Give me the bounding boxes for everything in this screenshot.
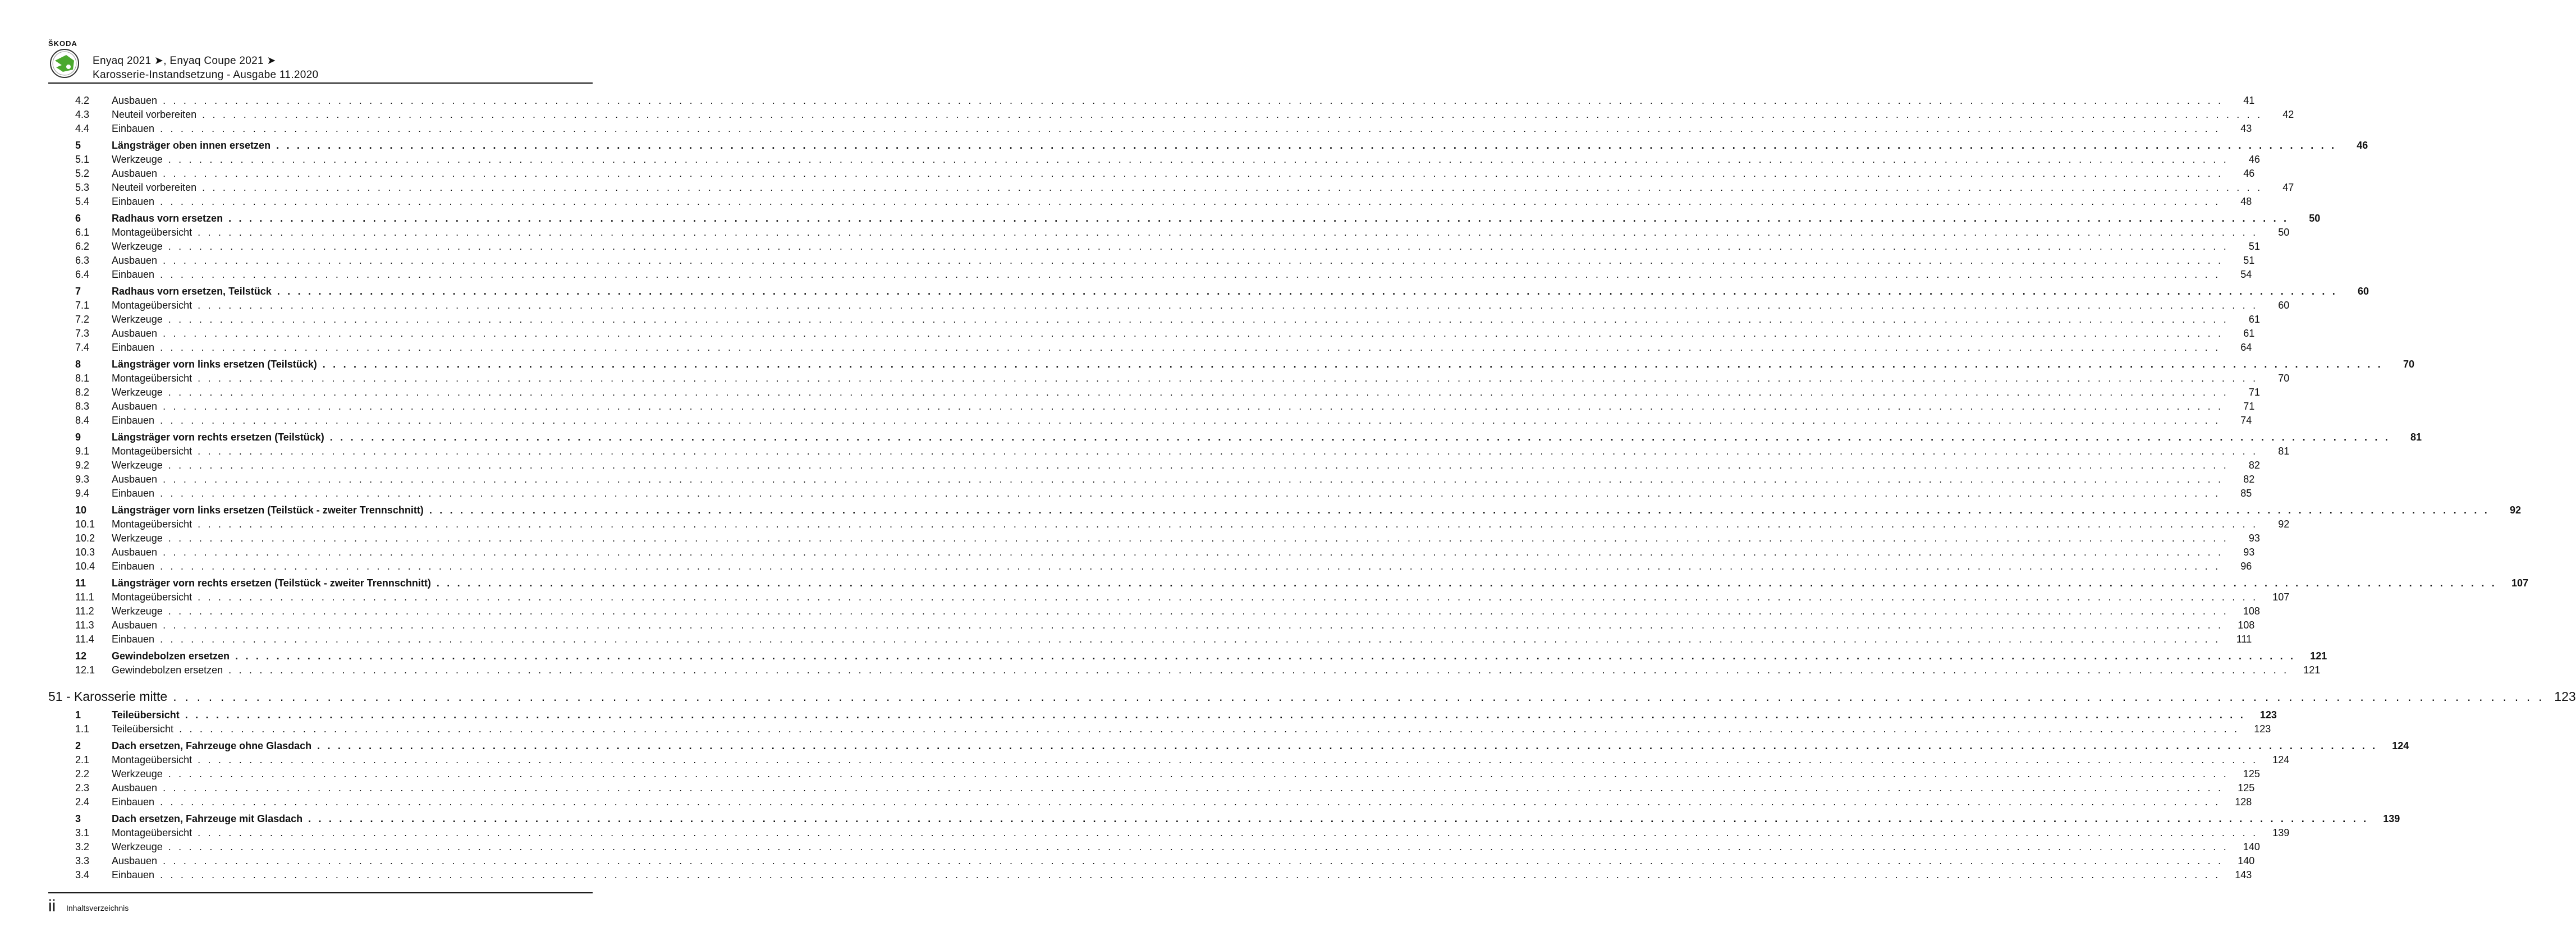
toc-entry[interactable] bbox=[48, 195, 2252, 209]
toc-entry-page: 46 bbox=[2357, 140, 2368, 151]
toc-entry-page: 121 bbox=[2303, 664, 2321, 676]
toc-entry-title: Montageübersicht bbox=[112, 591, 192, 603]
toc-entry-page: 124 bbox=[2272, 754, 2290, 765]
toc-entry[interactable] bbox=[48, 604, 2260, 618]
toc-entry-title: Montageübersicht bbox=[112, 373, 192, 384]
toc-entry-page: 128 bbox=[2235, 796, 2252, 808]
toc-leader-dots: . . . . . . . . . . . . . . . . . . . . . . . . . . . . . . . . . . . . . . . . . . . . . . . . . . . . . . . . . . . . . . . . . . . . . . . . . . . . . . . . . . . . . . . . . . . . . . . . . . . . . . . . . . . . . . . . . . . . . . . . . . . . . . . . . . . . . . . . . . . . . . . . . . . . . . . . . . . . . . . . . . . . . . . . . . . . . . . . . . . . . . . . . . . . . . . . . . . . . . . . bbox=[168, 605, 2229, 617]
toc-entry-number: 4.3 bbox=[75, 109, 90, 120]
toc-entry[interactable] bbox=[48, 840, 2260, 854]
toc-entry-page: 46 bbox=[2248, 154, 2260, 165]
toc-entry-title: Einbauen bbox=[112, 796, 155, 808]
toc-entry-title: Neuteil vorbereiten bbox=[112, 109, 197, 120]
toc-entry-number: 10.1 bbox=[75, 519, 95, 530]
toc-entry-number: 1 bbox=[75, 709, 81, 721]
toc-entry[interactable] bbox=[48, 122, 2252, 136]
toc-leader-dots: . . . . . . . . . . . . . . . . . . . . . . . . . . . . . . . . . . . . . . . . . . . . . . . . . . . . . . . . . . . . . . . . . . . . . . . . . . . . . . . . . . . . . . . . . . . . . . . . . . . . . . . . . . . . . . . . . . . . . . . . . . . . . . . . . . . . . . . . . . . . . . . . . . . . . . . . . . . . . . . . . . . . . . . . . . . . . . . . . . . . . . . . . . . . . . . . . . . . . . . . bbox=[198, 300, 2258, 311]
toc-entry[interactable] bbox=[48, 414, 2252, 428]
manual-title: Karosserie-Instandsetzung - Ausgabe 11.2020 bbox=[93, 69, 319, 81]
toc-part-entry[interactable] bbox=[48, 687, 2576, 705]
toc-leader-dots: . . . . . . . . . . . . . . . . . . . . . . . . . . . . . . . . . . . . . . . . . . . . . . . . . . . . . . . . . . . . . . . . . . . . . . . . . . . . . . . . . . . . . . . . . . . . . . . . . . . . . . . . . . . . . . . . . . . . . . . . . . . . . . . . . . . . . . . . . . . . . . . . . . . . . . . . . . . . . . . . . . . . . . . . . . . . . . . . . . . . . . . . . . . . . . . . . . . . . . . . bbox=[168, 314, 2229, 325]
toc-entry-number: 10.4 bbox=[75, 561, 95, 572]
toc-entry-page: 50 bbox=[2309, 213, 2321, 224]
toc-entry-page: 93 bbox=[2243, 547, 2255, 558]
toc-entry-number: 9.1 bbox=[75, 446, 90, 457]
toc-leader-dots: . . . . . . . . . . . . . . . . . . . . . . . . . . . . . . . . . . . . . . . . . . . . . . . . . . . . . . . . . . . . . . . . . . . . . . . . . . . . . . . . . . . . . . . . . . . . . . . . . . . . . . . . . . . . . . . . . . . . . . . . . . . . . . . . . . . . . . . . . . . . . . . . . . . . . . . . . . . . . . . . . . . . . . . . . . . . . . . . . . . . . . . . . . . . . . . . . . . . . . . . bbox=[160, 488, 2221, 499]
toc-leader-dots: . . . . . . . . . . . . . . . . . . . . . . . . . . . . . . . . . . . . . . . . . . . . . . . . . . . . . . . . . . . . . . . . . . . . . . . . . . . . . . . . . . . . . . . . . . . . . . . . . . . . . . . . . . . . . . . . . . . . . . . . . . . . . . . . . . . . . . . . . . . . . . . . . . . . . . . . . . . . . . . . . . . . . . . . . . . . . . . . . . . . . . . . . . . . . . . . . . . . . . . . bbox=[160, 196, 2221, 207]
toc-entry-title: Ausbauen bbox=[112, 95, 158, 106]
toc-leader-dots: . . . . . . . . . . . . . . . . . . . . . . . . . . . . . . . . . . . . . . . . . . . . . . . . . . . . . . . . . . . . . . . . . . . . . . . . . . . . . . . . . . . . . . . . . . . . . . . . . . . . . . . . . . . . . . . . . . . . . . . . . . . . . . . . . . . . . . . . . . . . . . . . . . . . . . . . . . . . . . . . . . . . . . . . . . . . . . . . . . . . . . . . . . . . . . . . . . . . . . . . bbox=[329, 432, 2390, 443]
toc-entry-page: 60 bbox=[2278, 300, 2290, 311]
toc-entry-title: Neuteil vorbereiten bbox=[112, 182, 197, 193]
toc-leader-dots: . . . . . . . . . . . . . . . . . . . . . . . . . . . . . . . . . . . . . . . . . . . . . . . . . . . . . . . . . . . . . . . . . . . . . . . . . . . . . . . . . . . . . . . . . . . . . . . . . . . . . . . . . . . . . . . . . . . . . . . . . . . . . . . . . . . . . . . . . . . . . . . . . . . . . . . . . . . . . . . . . . . . . . . . . . . . . . . . . . . . . . . . . . . . . . . . . . . . . . . . bbox=[168, 533, 2229, 544]
toc-entry-page: 123 bbox=[2259, 709, 2277, 721]
toc-chapter-entry[interactable] bbox=[48, 739, 2409, 753]
toc-entry-title: Dach ersetzen, Fahrzeuge mit Glasdach bbox=[112, 813, 303, 824]
toc-entry-title: Gewindebolzen ersetzen bbox=[112, 664, 223, 676]
toc-entry-page: 143 bbox=[2235, 869, 2252, 880]
toc-entry-number: 6 bbox=[75, 213, 81, 224]
toc-entry-number: 1.1 bbox=[75, 723, 90, 735]
toc-leader-dots: . . . . . . . . . . . . . . . . . . . . . . . . . . . . . . . . . . . . . . . . . . . . . . . . . . . . . . . . . . . . . . . . . . . . . . . . . . . . . . . . . . . . . . . . . . . . . . . . . . . . . . . . . . . . . . . . . . . . . . . . . . . . . . . . . . . . . . . . . . . . . . . . . . . . . . . . . . . . . . . . . . . . . . . . . . . . . . . . . . . . . . . . . . . . . . . . . . . . . . . . bbox=[160, 415, 2221, 426]
toc-entry-title: Ausbauen bbox=[112, 474, 158, 485]
toc-leader-dots: . . . . . . . . . . . . . . . . . . . . . . . . . . . . . . . . . . . . . . . . . . . . . . . . . . . . . . . . . . . . . . . . . . . . . . . . . . . . . . . . . . . . . . . . . . . . . . . . . . . . . . . . . . . . . . . . . . . . . . . . . . . . . . . . . . . . . . . . . . . . . . . . . . . . . . . . . . . . . . . . . . . . . . . . . . . . . . . . . . . . . . . . . . . . . . . . . . . . . . . . bbox=[163, 620, 2224, 631]
toc-entry-title: Einbauen bbox=[112, 561, 155, 572]
toc-entry-number: 7.1 bbox=[75, 300, 90, 311]
toc-entry-title: Ausbauen bbox=[112, 547, 158, 558]
footer-divider bbox=[48, 892, 593, 893]
toc-entry-page: 42 bbox=[2282, 109, 2294, 120]
toc-entry-number: 6.4 bbox=[75, 269, 90, 280]
toc-entry-title: Einbauen bbox=[112, 196, 155, 207]
toc-entry-title: 51 - Karosserie mitte bbox=[48, 689, 168, 704]
toc-entry-number: 9 bbox=[75, 432, 81, 443]
toc-entry-page: 82 bbox=[2248, 460, 2260, 471]
toc-chapter-entry[interactable] bbox=[48, 812, 2400, 826]
toc-entry[interactable] bbox=[48, 767, 2260, 781]
toc-leader-dots: . . . . . . . . . . . . . . . . . . . . . . . . . . . . . . . . . . . . . . . . . . . . . . . . . . . . . . . . . . . . . . . . . . . . . . . . . . . . . . . . . . . . . . . . . . . . . . . . . . . . . . . . . . . . . . . . . . . . . . . . . . . . . . . . . . . . . . . . . . . . . . . . . . . . . . . . . . . . . . . . . . . . . . . . . . . . . . . . . . . . . . . . . . . . . . . . . . . . . . . . bbox=[163, 95, 2224, 106]
toc-entry-page: 81 bbox=[2410, 432, 2422, 443]
toc-leader-dots: . . . . . . . . . . . . . . . . . . . . . . . . . . . . . . . . . . . . . . . . . . . . . . . . . . . . . . . . . . . . . . . . . . . . . . . . . . . . . . . . . . . . . . . . . . . . . . . . . . . . . . . . . . . . . . . . . . . . . . . . . . . . . . . . . . . . . . . . . . . . . . . . . . . . . . . . . . . . . . . . . . . . . . . . . . . . . . . . . . . . . . . . . . . . . . . . . . . . . . . . bbox=[168, 387, 2229, 398]
toc-chapter-entry[interactable] bbox=[48, 430, 2422, 444]
toc-entry-title: Längsträger oben innen ersetzen bbox=[112, 140, 271, 151]
toc-entry-page: 96 bbox=[2240, 561, 2252, 572]
toc-entry-title: Werkzeuge bbox=[112, 241, 163, 252]
toc-entry-number: 7.2 bbox=[75, 314, 90, 325]
toc-entry-page: 139 bbox=[2272, 827, 2290, 838]
toc-leader-dots: . . . . . . . . . . . . . . . . . . . . . . . . . . . . . . . . . . . . . . . . . . . . . . . . . . . . . . . . . . . . . . . . . . . . . . . . . . . . . . . . . . . . . . . . . . . . . . . . . . . . . . . . . . . . . . . . . . . . . . . . . . . . . . . . . . . . . . . . . . . . . . . . . . . . . . . . . . . . . . . . . . . . . . . . . . . . . . . . . . . . . . . . . . . . . . . . . . . . . . . . bbox=[228, 213, 2289, 224]
toc-leader-dots: . . . . . . . . . . . . . . . . . . . . . . . . . . . . . . . . . . . . . . . . . . . . . . . . . . . . . . . . . . . . . . . . . . . . . . . . . . . . . . . . . . . . . . . . . . . . . . . . . . . . . . . . . . . . . . . . . . . . . . . . . . . . . . . . . . . . . . . . . . . . . . . . . . . . . . . . . . . . . . . . . . . . . . . . . . . . . . . . . . . . . . . . . . . . . . . . . . . . . . . . bbox=[228, 664, 2289, 676]
toc-entry[interactable] bbox=[48, 240, 2260, 254]
toc-entry[interactable] bbox=[48, 559, 2252, 574]
toc-entry[interactable] bbox=[48, 226, 2290, 240]
toc-entry-page: 61 bbox=[2248, 314, 2260, 325]
toc-entry-page: 70 bbox=[2278, 373, 2290, 384]
toc-leader-dots: . . . . . . . . . . . . . . . . . . . . . . . . . . . . . . . . . . . . . . . . . . . . . . . . . . . . . . . . . . . . . . . . . . . . . . . . . . . . . . . . . . . . . . . . . . . . . . . . . . . . . . . . . . . . . . . . . . . . . . . . . . . . . . . . . . . . . . . . . . . . . . . . . . . . . . . . . . . . . . . . . . . . . . . . . . . . . . . . . . . . . . . . . . . . . . . . . . . . . . . . bbox=[163, 401, 2224, 412]
toc-entry-page: 50 bbox=[2278, 227, 2290, 238]
toc-entry-number: 8 bbox=[75, 359, 81, 370]
toc-entry-number: 2.3 bbox=[75, 782, 90, 793]
toc-entry-title: Einbauen bbox=[112, 869, 155, 880]
toc-entry[interactable] bbox=[48, 268, 2252, 282]
skoda-brand-text: ŠKODA bbox=[48, 39, 77, 48]
toc-entry-page: 82 bbox=[2243, 474, 2255, 485]
toc-entry[interactable] bbox=[48, 868, 2252, 882]
toc-entry-page: 47 bbox=[2282, 182, 2294, 193]
toc-entry-number: 3 bbox=[75, 813, 81, 824]
toc-entry-title: Montageübersicht bbox=[112, 227, 192, 238]
toc-leader-dots: . . . . . . . . . . . . . . . . . . . . . . . . . . . . . . . . . . . . . . . . . . . . . . . . . . . . . . . . . . . . . . . . . . . . . . . . . . . . . . . . . . . . . . . . . . . . . . . . . . . . . . . . . . . . . . . . . . . . . . . . . . . . . . . . . . . . . . . . . . . . . . . . . . . . . . . . . . . . . . . . . . . . . . . . . . . . . . . . . . . . . . . . . . . . . . . . . . . . . . . . bbox=[198, 227, 2258, 238]
toc-entry-number: 3.4 bbox=[75, 869, 90, 880]
toc-entry-number: 8.1 bbox=[75, 373, 90, 384]
toc-entry-title: Einbauen bbox=[112, 123, 155, 134]
toc-entry-title: Ausbauen bbox=[112, 168, 158, 179]
toc-entry-number: 11.2 bbox=[75, 605, 94, 617]
toc-entry-title: Werkzeuge bbox=[112, 387, 163, 398]
toc-entry-number: 9.4 bbox=[75, 488, 90, 499]
toc-leader-dots: . . . . . . . . . . . . . . . . . . . . . . . . . . . . . . . . . . . . . . . . . . . . . . . . . . . . . . . . . . . . . . . . . . . . . . . . . . . . . . . . . . . . . . . . . . . . . . . . . . . . . . . . . . . . . . . . . . . . . . . . . . . . . . . . . . . . . . . . . . . . . . . . . . . . . . . . . . . . . . . . . . . . . . . . . . . . . . . . . . . . . . . . . . . . . . . . . . . . . . . . bbox=[168, 768, 2229, 779]
toc-entry[interactable] bbox=[48, 795, 2252, 809]
toc-entry-number: 11.4 bbox=[75, 634, 94, 645]
toc-leader-dots: . . . . . . . . . . . . . . . . . . . . . . . . . . . . . . . . . . . . . . . . . . . . . . . . . . . . . . . . . . . . . . . . . . . . . . . . . . . . . . . . . . . . . . . . . . . . . . . . . . . . . . . . . . . . . . . . . . . . . . . . . . . . . . . . . . . . . . . . . . . . . . . . . . . . . . . . . . . . . . . . . . . . . . . . . . . . . . . . . . . . . . . . . . . . . . . . . . . . . . . . bbox=[160, 796, 2221, 808]
toc-entry-page: 74 bbox=[2240, 415, 2252, 426]
toc-entry-number: 3.1 bbox=[75, 827, 90, 838]
toc-leader-dots: . . . . . . . . . . . . . . . . . . . . . . . . . . . . . . . . . . . . . . . . . . . . . . . . . . . . . . . . . . . . . . . . . . . . . . . . . . . . . . . . . . . . . . . . . . . . . . . . . . . . . . . . . . . . . . . . . . . . . . . . . . . . . . . . . . . . . . . . . . . . . . . . . . . . . . . . . . . . . . . . . . . . . . . . . . . . . . . . . . . . . . . . . . . . . . . . . . . . . . . . bbox=[308, 813, 2369, 824]
toc-entry-title: Einbauen bbox=[112, 488, 155, 499]
toc-entry-title: Montageübersicht bbox=[112, 827, 192, 838]
toc-entry[interactable] bbox=[48, 663, 2321, 677]
toc-entry-number: 12 bbox=[75, 650, 87, 662]
toc-leader-dots: . . . . . . . . . . . . . . . . . . . . . . . . . . . . . . . . . . . . . . . . . . . . . . . . . . . . . . . . . . . . . . . . . . . . . . . . . . . . . . . . . . . . . . . . . . . . . . . . . . . . . . . . . . . . . . . . . . . . . . . . . . . . . . . . . . . . . . . . . . . . . . . . . . . . . . . . . . . . . . . . . . . . . . . . . . . . . . . . . . . . . . . . . . . . . . . . . . . . . . . . bbox=[277, 286, 2337, 297]
toc-entry-page: 54 bbox=[2240, 269, 2252, 280]
toc-entry-title: Werkzeuge bbox=[112, 533, 163, 544]
toc-entry[interactable] bbox=[48, 722, 2271, 736]
toc-chapter-entry[interactable] bbox=[48, 576, 2529, 590]
toc-entry-number: 5.4 bbox=[75, 196, 90, 207]
toc-entry-title: Längsträger vorn rechts ersetzen (Teilstück) bbox=[112, 432, 324, 443]
toc-entry-number: 10.3 bbox=[75, 547, 95, 558]
toc-entry-page: 51 bbox=[2243, 255, 2255, 266]
toc-entry-title: Ausbauen bbox=[112, 328, 158, 339]
toc-entry-title: Einbauen bbox=[112, 415, 155, 426]
table-of-contents bbox=[48, 94, 2576, 882]
toc-entry-page: 70 bbox=[2403, 359, 2414, 370]
toc-entry-title: Teileübersicht bbox=[112, 709, 180, 721]
toc-entry[interactable] bbox=[48, 386, 2260, 400]
toc-entry-number: 4.2 bbox=[75, 95, 90, 106]
toc-leader-dots: . . . . . . . . . . . . . . . . . . . . . . . . . . . . . . . . . . . . . . . . . . . . . . . . . . . . . . . . . . . . . . . . . . . . . . . . . . . . . . . . . . . . . . . . . . . . . . . . . . . . . . . . . . . . . . . . . . . . . . . . . . . . . . . . . . . . . . . . . . . . . . . . . . . . . . . . . . . . . . . . . . . . . . . . . . . . . . . . . . . . . . . . . . . . . . . . . . . . . . . . bbox=[163, 547, 2224, 558]
toc-entry-page: 81 bbox=[2278, 446, 2290, 457]
toc-chapter-entry[interactable] bbox=[48, 649, 2327, 663]
toc-leader-dots: . . . . . . . . . . . . . . . . . . . . . . . . . . . . . . . . . . . . . . . . . . . . . . . . . . . . . . . . . . . . . . . . . . . . . . . . . . . . . . . . . . . . . . . . . . . . . . . . . . . . . . . . . . . . . . . . . . . . . . . . . . . . . . . . . . . . . . . . . . . . . . . . . . . . . . . . . . . . . . . . . . . . . . . . . . . . . . . . . . . . . . . . . . . . . . . . . . . . . . . . bbox=[168, 241, 2229, 252]
toc-leader-dots: . . . . . . . . . . . . . . . . . . . . . . . . . . . . . . . . . . . . . . . . . . . . . . . . . . . . . . . . . . . . . . . . . . . . . . . . . . . . . . . . . . . . . . . . . . . . . . . . . . . . . . . . . . . . . . . . . . . . . . . . . . . . . . . . . . . . . . . . . . . . . . . . . . . . . . . . . . . . . . . . . . . . . . . . . . . . . . . . . . . . . . . . . . . . . . . . . . . . . . . . bbox=[198, 446, 2258, 457]
footer-section-title: Inhaltsverzeichnis bbox=[66, 903, 129, 912]
toc-entry-number: 6.2 bbox=[75, 241, 90, 252]
toc-entry-page: 121 bbox=[2310, 650, 2327, 662]
toc-entry-number: 10.2 bbox=[75, 533, 95, 544]
toc-entry[interactable] bbox=[48, 341, 2252, 355]
toc-entry-number: 9.3 bbox=[75, 474, 90, 485]
toc-entry-number: 7 bbox=[75, 286, 81, 297]
toc-entry[interactable] bbox=[48, 313, 2260, 327]
toc-leader-dots: . . . . . . . . . . . . . . . . . . . . . . . . . . . . . . . . . . . . . . . . . . . . . . . . . . . . . . . . . . . . . . . . . . . . . . . . . . . . . . . . . . . . . . . . . . . . . . . . . . . . . . . . . . . . . . . . . . . . . . . . . . . . . . . . . . . . . . . . . . . . . . . . . . . . . . . . . . . . . . . . . . . . . . . . . . . . . . . . . . . . . . . . . . . . . . . . . . . . . . . . bbox=[160, 561, 2221, 572]
toc-chapter-entry[interactable] bbox=[48, 139, 2368, 153]
toc-entry-number: 2.1 bbox=[75, 754, 90, 765]
toc-entry[interactable] bbox=[48, 590, 2290, 604]
toc-entry-page: 92 bbox=[2278, 519, 2290, 530]
toc-entry-title: Montageübersicht bbox=[112, 446, 192, 457]
toc-entry[interactable] bbox=[48, 153, 2260, 167]
toc-entry[interactable] bbox=[48, 181, 2294, 195]
toc-entry-page: 140 bbox=[2238, 855, 2255, 866]
toc-entry-page: 71 bbox=[2248, 387, 2260, 398]
toc-entry-number: 12.1 bbox=[75, 664, 95, 676]
toc-chapter-entry[interactable] bbox=[48, 285, 2369, 299]
toc-leader-dots: . . . . . . . . . . . . . . . . . . . . . . . . . . . . . . . . . . . . . . . . . . . . . . . . . . . . . . . . . . . . . . . . . . . . . . . . . . . . . . . . . . . . . . . . . . . . . . . . . . . . . . . . . . . . . . . . . . . . . . . . . . . . . . . . . . . . . . . . . . . . . . . . . . . . . . . . . . . . . . . . . . . . . . . . . . . . . . . . . . . . . . . . . . . . . . . . . . . . . . . . bbox=[168, 460, 2229, 471]
toc-leader-dots: . . . . . . . . . . . . . . . . . . . . . . . . . . . . . . . . . . . . . . . . . . . . . . . . . . . . . . . . . . . . . . . . . . . . . . . . . . . . . . . . . . . . . . . . . . . . . . . . . . . . . . . . . . . . . . . . . . . . . . . . . . . . . . . . . . . . . . . . . . . . . . . . . . . . . . . . . . . . . . . . . . . . . . . . . . . . . . . . . . . . . . . . . . . . . . . . . . . . . . . . bbox=[202, 182, 2263, 193]
toc-entry-title: Werkzeuge bbox=[112, 841, 163, 852]
toc-entry[interactable] bbox=[48, 618, 2255, 632]
toc-entry-number: 8.4 bbox=[75, 415, 90, 426]
toc-leader-dots: . . . . . . . . . . . . . . . . . . . . . . . . . . . . . . . . . . . . . . . . . . . . . . . . . . . . . . . . . . . . . . . . . . . . . . . . . . . . . . . . . . . . . . . . . . . . . . . . . . . . . . . . . . . . . . . . . . . . . . . . . . . . . . . . . . . . . . . . . . . . . . . . . . . . . . . . . . . . . . . . . . . . . . . . . . . . . . . . . . . . . . . . . . . . . . . . . . . . . . . . bbox=[198, 591, 2258, 603]
toc-leader-dots: . . . . . . . . . . . . . . . . . . . . . . . . . . . . . . . . . . . . . . . . . . . . . . . . . . . . . . . . . . . . . . . . . . . . . . . . . . . . . . . . . . . . . . . . . . . . . . . . . . . . . . . . . . . . . . . . . . . . . . . . . . . . . . . . . . . . . . . . . . . . . . . . . . . . . . . . . . . . . . . . . . . . . . . . . . . . . . . . . . . . . . . . . . . . . . . . . . . . . . . . bbox=[202, 109, 2263, 120]
toc-entry-page: 43 bbox=[2240, 123, 2252, 134]
vehicle-models: Enyaq 2021 ➤, Enyaq Coupe 2021 ➤ bbox=[93, 55, 276, 67]
toc-entry-number: 7.4 bbox=[75, 342, 90, 353]
toc-entry-title: Werkzeuge bbox=[112, 768, 163, 779]
toc-leader-dots: . . . . . . . . . . . . . . . . . . . . . . . . . . . . . . . . . . . . . . . . . . . . . . . . . . . . . . . . . . . . . . . . . . . . . . . . . . . . . . . . . . . . . . . . . . . . . . . . . . . . . . . . . . . . . . . . . . . . . . . . . . . . . . . . . . . . . . . . . . . . . . . . . . . . . . . . . . . . . . . . . . . . . . . . . . . . . . . . . . . . . . . . . . . . . . . . . . . . . . . . bbox=[163, 168, 2224, 179]
toc-entry[interactable] bbox=[48, 781, 2255, 795]
toc-leader-dots: . . . . . . . . . . . . . . . . . . . . . . . . . . . . . . . . . . . . . . . . . . . . . . . . . . . . . . . . . . . . . . . . . . . . . . . . . . . . . . . . . . . . . . . . . . . . . . . . . . . . . . . . . . . . . . . . . . . . . . . . . . . . . . . . . . . . . . . . . . . . . . . . . . . . . . . . . . . . . . . . . . . . . . . . . . . . . . . . . . . . . . . . . . . . . . . . . . . . . . . . bbox=[160, 869, 2221, 880]
toc-entry-page: 125 bbox=[2238, 782, 2255, 793]
toc-entry[interactable] bbox=[48, 545, 2255, 559]
toc-leader-dots: . . . . . . . . . . . . . . . . . . . . . . . . . . . . . . . . . . . . . . . . . . . . . . . . . . . . . . . . . . . . . . . . . . . . . . . . . . . . . . . . . . . . . . . . . . . . . . . . . . . . . . . . . . . . . . . . . . . . . . . . . . . . . . . . . . . . . . . . . . . . . . . . . . . . . . . . . . . . . . . . . . . . . . . . . . . . . . . . . . . . . . . . . . . . . . . . . . . . . . . . bbox=[276, 140, 2337, 151]
toc-entry-page: 92 bbox=[2509, 504, 2522, 516]
toc-entry-page: 108 bbox=[2238, 620, 2255, 631]
toc-entry[interactable] bbox=[48, 487, 2252, 501]
toc-entry-number: 2.2 bbox=[75, 768, 90, 779]
toc-entry-page: 125 bbox=[2243, 768, 2260, 779]
toc-leader-dots: . . . . . . . . . . . . . . . . . . . . . . . . . . . . . . . . . . . . . . . . . . . . . . . . . . . . . . . . . . . . . . . . . . . . . . . . . . . . . . . . . . . . . . . . . . . . . . . . . . . . . . . . . . . . . . . . . . . . . . . . . . . . . . . . . . . . . . . . . . . . . . . . . . . . . . . . . . . . . . . . . . . . . . . . . . . . . . . . . . . . . . . . . . . . . . . . . . . . . . . . bbox=[163, 474, 2224, 485]
toc-entry-page: 85 bbox=[2240, 488, 2252, 499]
toc-entry-page: 139 bbox=[2383, 813, 2400, 824]
toc-entry-page: 48 bbox=[2240, 196, 2252, 207]
toc-entry-number: 2.4 bbox=[75, 796, 90, 808]
toc-leader-dots: . . . . . . . . . . . . . . . . . . . . . . . . . . . . . . . . . . . . . . . . . . . . . . . . . . . . . . . . . . . . . . . . . . . . . . . . . . . . . . . . . . . . . . . . . . . . . . . . . . . . . . . . . . . . . . . . . . . . . . . . . . . . . . . . . . . . . . . . . . . . . . . . . . . . . . . . . . . . . . . . . . . . . . . . . . . . . . . . . . . . . . . . . . . . . . . . . . . . . . . . bbox=[317, 740, 2378, 751]
toc-entry-number: 11.1 bbox=[75, 591, 94, 603]
toc-leader-dots: . . . . . . . . . . . . . . . . . . . . . . . . . . . . . . . . . . . . . . . . . . . . . . . . . . . . . . . . . . . . . . . . . . . . . . . . . . . . . . . . . . . . . . . . . . . . . . . . . . . . . . . . . . . . . . . . . . . . . . . . . . . . . . . . . . . . . . . . . . . . . . . . . . . . . . . . . . . . . . . . . . . . . . . . . . . . . . . . . . . . . . . . . . . . . . . . . . . . . . . . bbox=[168, 154, 2229, 165]
toc-entry-number: 9.2 bbox=[75, 460, 90, 471]
toc-entry-title: Ausbauen bbox=[112, 401, 158, 412]
toc-entry-page: 60 bbox=[2357, 286, 2369, 297]
toc-entry-page: 93 bbox=[2248, 533, 2260, 544]
toc-leader-dots: . . . . . . . . . . . . . . . . . . . . . . . . . . . . . . . . . . . . . . . . . . . . . . . . . . . . . . . . . . . . . . . . . . . . . . . . . . . . . . . . . . . . . . . . . . . . . . . . . . . . . . . . . . . . . . . . . . . . . . . . . . . . . . . . . . . . . . . . . . . . . . . . . . . . . . . . . . . . . . . . . . . . . . . . . . . . . . . . . . . . . . . . . . . . . . . . . . . . . . . . bbox=[322, 359, 2383, 370]
toc-entry[interactable] bbox=[48, 167, 2255, 181]
toc-entry[interactable] bbox=[48, 108, 2294, 122]
toc-entry-number: 4.4 bbox=[75, 123, 90, 134]
toc-entry-title: Montageübersicht bbox=[112, 300, 192, 311]
toc-entry-number: 8.3 bbox=[75, 401, 90, 412]
toc-entry-title: Längsträger vorn rechts ersetzen (Teilstück - zweiter Trennschnitt) bbox=[112, 577, 431, 589]
toc-entry-number: 5.2 bbox=[75, 168, 90, 179]
toc-entry-title: Montageübersicht bbox=[112, 754, 192, 765]
toc-entry-title: Ausbauen bbox=[112, 782, 158, 793]
header-divider bbox=[48, 82, 593, 84]
toc-entry-page: 107 bbox=[2272, 591, 2290, 603]
toc-entry-number: 8.2 bbox=[75, 387, 90, 398]
toc-entry-title: Ausbauen bbox=[112, 255, 158, 266]
toc-entry-title: Werkzeuge bbox=[112, 460, 163, 471]
toc-leader-dots: . . . . . . . . . . . . . . . . . . . . . . . . . . . . . . . . . . . . . . . . . . . . . . . . . . . . . . . . . . . . . . . . . . . . . . . . . . . . . . . . . . . . . . . . . . . . . . . . . . . . . . . . . . . . . . . . . . . . . . . . . . . . . . . . . . . . . . . . . . . . . . . . . . . . . . . . . . . . . . . . . . . . . . . . . . . . . . . . . . . . . . . . . . . . . . . . . . . . . . . . bbox=[173, 689, 2545, 704]
page-number: ii bbox=[48, 897, 56, 915]
toc-entry-title: Längsträger vorn links ersetzen (Teilstück - zweiter Trennschnitt) bbox=[112, 504, 424, 516]
toc-entry-page: 41 bbox=[2243, 95, 2255, 106]
toc-leader-dots: . . . . . . . . . . . . . . . . . . . . . . . . . . . . . . . . . . . . . . . . . . . . . . . . . . . . . . . . . . . . . . . . . . . . . . . . . . . . . . . . . . . . . . . . . . . . . . . . . . . . . . . . . . . . . . . . . . . . . . . . . . . . . . . . . . . . . . . . . . . . . . . . . . . . . . . . . . . . . . . . . . . . . . . . . . . . . . . . . . . . . . . . . . . . . . . . . . . . . . . . bbox=[160, 634, 2221, 645]
toc-entry[interactable] bbox=[48, 400, 2255, 414]
toc-entry-number: 2 bbox=[75, 740, 81, 751]
toc-entry-page: 140 bbox=[2243, 841, 2260, 852]
toc-entry-number: 6.3 bbox=[75, 255, 90, 266]
toc-leader-dots: . . . . . . . . . . . . . . . . . . . . . . . . . . . . . . . . . . . . . . . . . . . . . . . . . . . . . . . . . . . . . . . . . . . . . . . . . . . . . . . . . . . . . . . . . . . . . . . . . . . . . . . . . . . . . . . . . . . . . . . . . . . . . . . . . . . . . . . . . . . . . . . . . . . . . . . . . . . . . . . . . . . . . . . . . . . . . . . . . . . . . . . . . . . . . . . . . . . . . . . . bbox=[235, 650, 2296, 662]
toc-entry-title: Einbauen bbox=[112, 634, 155, 645]
toc-leader-dots: . . . . . . . . . . . . . . . . . . . . . . . . . . . . . . . . . . . . . . . . . . . . . . . . . . . . . . . . . . . . . . . . . . . . . . . . . . . . . . . . . . . . . . . . . . . . . . . . . . . . . . . . . . . . . . . . . . . . . . . . . . . . . . . . . . . . . . . . . . . . . . . . . . . . . . . . . . . . . . . . . . . . . . . . . . . . . . . . . . . . . . . . . . . . . . . . . . . . . . . . bbox=[429, 504, 2490, 516]
toc-entry-page: 71 bbox=[2243, 401, 2255, 412]
toc-chapter-entry[interactable] bbox=[48, 503, 2522, 517]
toc-leader-dots: . . . . . . . . . . . . . . . . . . . . . . . . . . . . . . . . . . . . . . . . . . . . . . . . . . . . . . . . . . . . . . . . . . . . . . . . . . . . . . . . . . . . . . . . . . . . . . . . . . . . . . . . . . . . . . . . . . . . . . . . . . . . . . . . . . . . . . . . . . . . . . . . . . . . . . . . . . . . . . . . . . . . . . . . . . . . . . . . . . . . . . . . . . . . . . . . . . . . . . . . bbox=[198, 373, 2258, 384]
toc-leader-dots: . . . . . . . . . . . . . . . . . . . . . . . . . . . . . . . . . . . . . . . . . . . . . . . . . . . . . . . . . . . . . . . . . . . . . . . . . . . . . . . . . . . . . . . . . . . . . . . . . . . . . . . . . . . . . . . . . . . . . . . . . . . . . . . . . . . . . . . . . . . . . . . . . . . . . . . . . . . . . . . . . . . . . . . . . . . . . . . . . . . . . . . . . . . . . . . . . . . . . . . . bbox=[163, 328, 2224, 339]
toc-entry-number: 6.1 bbox=[75, 227, 90, 238]
toc-leader-dots: . . . . . . . . . . . . . . . . . . . . . . . . . . . . . . . . . . . . . . . . . . . . . . . . . . . . . . . . . . . . . . . . . . . . . . . . . . . . . . . . . . . . . . . . . . . . . . . . . . . . . . . . . . . . . . . . . . . . . . . . . . . . . . . . . . . . . . . . . . . . . . . . . . . . . . . . . . . . . . . . . . . . . . . . . . . . . . . . . . . . . . . . . . . . . . . . . . . . . . . . bbox=[168, 841, 2229, 852]
toc-entry-page: 123 bbox=[2554, 689, 2576, 704]
toc-entry-number: 11.3 bbox=[75, 620, 94, 631]
toc-leader-dots: . . . . . . . . . . . . . . . . . . . . . . . . . . . . . . . . . . . . . . . . . . . . . . . . . . . . . . . . . . . . . . . . . . . . . . . . . . . . . . . . . . . . . . . . . . . . . . . . . . . . . . . . . . . . . . . . . . . . . . . . . . . . . . . . . . . . . . . . . . . . . . . . . . . . . . . . . . . . . . . . . . . . . . . . . . . . . . . . . . . . . . . . . . . . . . . . . . . . . . . . bbox=[198, 827, 2258, 838]
toc-entry-page: 61 bbox=[2243, 328, 2255, 339]
toc-entry-title: Einbauen bbox=[112, 342, 155, 353]
toc-entry-number: 5.1 bbox=[75, 154, 90, 165]
toc-leader-dots: . . . . . . . . . . . . . . . . . . . . . . . . . . . . . . . . . . . . . . . . . . . . . . . . . . . . . . . . . . . . . . . . . . . . . . . . . . . . . . . . . . . . . . . . . . . . . . . . . . . . . . . . . . . . . . . . . . . . . . . . . . . . . . . . . . . . . . . . . . . . . . . . . . . . . . . . . . . . . . . . . . . . . . . . . . . . . . . . . . . . . . . . . . . . . . . . . . . . . . . . bbox=[179, 723, 2240, 735]
toc-entry-number: 10 bbox=[75, 504, 87, 516]
toc-leader-dots: . . . . . . . . . . . . . . . . . . . . . . . . . . . . . . . . . . . . . . . . . . . . . . . . . . . . . . . . . . . . . . . . . . . . . . . . . . . . . . . . . . . . . . . . . . . . . . . . . . . . . . . . . . . . . . . . . . . . . . . . . . . . . . . . . . . . . . . . . . . . . . . . . . . . . . . . . . . . . . . . . . . . . . . . . . . . . . . . . . . . . . . . . . . . . . . . . . . . . . . . bbox=[436, 577, 2497, 589]
toc-entry[interactable] bbox=[48, 94, 2255, 108]
toc-entry-page: 108 bbox=[2243, 605, 2260, 617]
toc-entry[interactable] bbox=[48, 531, 2260, 545]
toc-chapter-entry[interactable] bbox=[48, 357, 2414, 371]
toc-entry-page: 123 bbox=[2254, 723, 2271, 735]
toc-entry-title: Teileübersicht bbox=[112, 723, 174, 735]
toc-entry[interactable] bbox=[48, 753, 2290, 767]
toc-entry-title: Ausbauen bbox=[112, 620, 158, 631]
toc-entry-title: Radhaus vorn ersetzen bbox=[112, 213, 223, 224]
toc-leader-dots: . . . . . . . . . . . . . . . . . . . . . . . . . . . . . . . . . . . . . . . . . . . . . . . . . . . . . . . . . . . . . . . . . . . . . . . . . . . . . . . . . . . . . . . . . . . . . . . . . . . . . . . . . . . . . . . . . . . . . . . . . . . . . . . . . . . . . . . . . . . . . . . . . . . . . . . . . . . . . . . . . . . . . . . . . . . . . . . . . . . . . . . . . . . . . . . . . . . . . . . . bbox=[198, 754, 2258, 765]
toc-entry-title: Einbauen bbox=[112, 269, 155, 280]
document-title bbox=[93, 54, 318, 82]
toc-entry[interactable] bbox=[48, 826, 2290, 840]
toc-entry-number: 5 bbox=[75, 140, 81, 151]
toc-entry[interactable] bbox=[48, 327, 2255, 341]
toc-entry[interactable] bbox=[48, 371, 2290, 386]
toc-leader-dots: . . . . . . . . . . . . . . . . . . . . . . . . . . . . . . . . . . . . . . . . . . . . . . . . . . . . . . . . . . . . . . . . . . . . . . . . . . . . . . . . . . . . . . . . . . . . . . . . . . . . . . . . . . . . . . . . . . . . . . . . . . . . . . . . . . . . . . . . . . . . . . . . . . . . . . . . . . . . . . . . . . . . . . . . . . . . . . . . . . . . . . . . . . . . . . . . . . . . . . . . bbox=[160, 123, 2221, 134]
toc-chapter-entry[interactable] bbox=[48, 212, 2321, 226]
toc-entry-page: 51 bbox=[2248, 241, 2260, 252]
toc-entry-title: Montageübersicht bbox=[112, 519, 192, 530]
toc-leader-dots: . . . . . . . . . . . . . . . . . . . . . . . . . . . . . . . . . . . . . . . . . . . . . . . . . . . . . . . . . . . . . . . . . . . . . . . . . . . . . . . . . . . . . . . . . . . . . . . . . . . . . . . . . . . . . . . . . . . . . . . . . . . . . . . . . . . . . . . . . . . . . . . . . . . . . . . . . . . . . . . . . . . . . . . . . . . . . . . . . . . . . . . . . . . . . . . . . . . . . . . . bbox=[160, 269, 2221, 280]
toc-entry[interactable] bbox=[48, 458, 2260, 473]
toc-entry-number: 7.3 bbox=[75, 328, 90, 339]
toc-entry[interactable] bbox=[48, 854, 2255, 868]
toc-leader-dots: . . . . . . . . . . . . . . . . . . . . . . . . . . . . . . . . . . . . . . . . . . . . . . . . . . . . . . . . . . . . . . . . . . . . . . . . . . . . . . . . . . . . . . . . . . . . . . . . . . . . . . . . . . . . . . . . . . . . . . . . . . . . . . . . . . . . . . . . . . . . . . . . . . . . . . . . . . . . . . . . . . . . . . . . . . . . . . . . . . . . . . . . . . . . . . . . . . . . . . . . bbox=[198, 519, 2258, 530]
toc-entry-page: 107 bbox=[2511, 577, 2529, 589]
toc-leader-dots: . . . . . . . . . . . . . . . . . . . . . . . . . . . . . . . . . . . . . . . . . . . . . . . . . . . . . . . . . . . . . . . . . . . . . . . . . . . . . . . . . . . . . . . . . . . . . . . . . . . . . . . . . . . . . . . . . . . . . . . . . . . . . . . . . . . . . . . . . . . . . . . . . . . . . . . . . . . . . . . . . . . . . . . . . . . . . . . . . . . . . . . . . . . . . . . . . . . . . . . . bbox=[160, 342, 2221, 353]
toc-entry-page: 64 bbox=[2240, 342, 2252, 353]
toc-entry-title: Radhaus vorn ersetzen, Teilstück bbox=[112, 286, 272, 297]
toc-chapter-entry[interactable] bbox=[48, 708, 2277, 722]
toc-entry[interactable] bbox=[48, 299, 2290, 313]
toc-entry-page: 46 bbox=[2243, 168, 2255, 179]
toc-leader-dots: . . . . . . . . . . . . . . . . . . . . . . . . . . . . . . . . . . . . . . . . . . . . . . . . . . . . . . . . . . . . . . . . . . . . . . . . . . . . . . . . . . . . . . . . . . . . . . . . . . . . . . . . . . . . . . . . . . . . . . . . . . . . . . . . . . . . . . . . . . . . . . . . . . . . . . . . . . . . . . . . . . . . . . . . . . . . . . . . . . . . . . . . . . . . . . . . . . . . . . . . bbox=[163, 855, 2224, 866]
skoda-logo-icon bbox=[49, 48, 80, 79]
toc-entry-number: 5.3 bbox=[75, 182, 90, 193]
toc-entry-number: 11 bbox=[75, 577, 86, 589]
toc-entry-title: Gewindebolzen ersetzen bbox=[112, 650, 230, 662]
toc-leader-dots: . . . . . . . . . . . . . . . . . . . . . . . . . . . . . . . . . . . . . . . . . . . . . . . . . . . . . . . . . . . . . . . . . . . . . . . . . . . . . . . . . . . . . . . . . . . . . . . . . . . . . . . . . . . . . . . . . . . . . . . . . . . . . . . . . . . . . . . . . . . . . . . . . . . . . . . . . . . . . . . . . . . . . . . . . . . . . . . . . . . . . . . . . . . . . . . . . . . . . . . . bbox=[185, 709, 2245, 721]
toc-entry[interactable] bbox=[48, 517, 2290, 531]
toc-entry-title: Werkzeuge bbox=[112, 605, 163, 617]
toc-entry-title: Werkzeuge bbox=[112, 154, 163, 165]
toc-entry[interactable] bbox=[48, 632, 2252, 646]
toc-entry-number: 3.2 bbox=[75, 841, 90, 852]
toc-entry-page: 124 bbox=[2392, 740, 2409, 751]
toc-entry[interactable] bbox=[48, 473, 2255, 487]
toc-entry-page: 111 bbox=[2236, 634, 2252, 645]
toc-entry[interactable] bbox=[48, 444, 2290, 458]
toc-entry-title: Längsträger vorn links ersetzen (Teilstück) bbox=[112, 359, 317, 370]
toc-entry-title: Dach ersetzen, Fahrzeuge ohne Glasdach bbox=[112, 740, 312, 751]
toc-entry-title: Werkzeuge bbox=[112, 314, 163, 325]
toc-leader-dots: . . . . . . . . . . . . . . . . . . . . . . . . . . . . . . . . . . . . . . . . . . . . . . . . . . . . . . . . . . . . . . . . . . . . . . . . . . . . . . . . . . . . . . . . . . . . . . . . . . . . . . . . . . . . . . . . . . . . . . . . . . . . . . . . . . . . . . . . . . . . . . . . . . . . . . . . . . . . . . . . . . . . . . . . . . . . . . . . . . . . . . . . . . . . . . . . . . . . . . . . bbox=[163, 255, 2224, 266]
toc-entry[interactable] bbox=[48, 254, 2255, 268]
toc-leader-dots: . . . . . . . . . . . . . . . . . . . . . . . . . . . . . . . . . . . . . . . . . . . . . . . . . . . . . . . . . . . . . . . . . . . . . . . . . . . . . . . . . . . . . . . . . . . . . . . . . . . . . . . . . . . . . . . . . . . . . . . . . . . . . . . . . . . . . . . . . . . . . . . . . . . . . . . . . . . . . . . . . . . . . . . . . . . . . . . . . . . . . . . . . . . . . . . . . . . . . . . . bbox=[163, 782, 2224, 793]
toc-entry-number: 3.3 bbox=[75, 855, 90, 866]
toc-entry-title: Ausbauen bbox=[112, 855, 158, 866]
